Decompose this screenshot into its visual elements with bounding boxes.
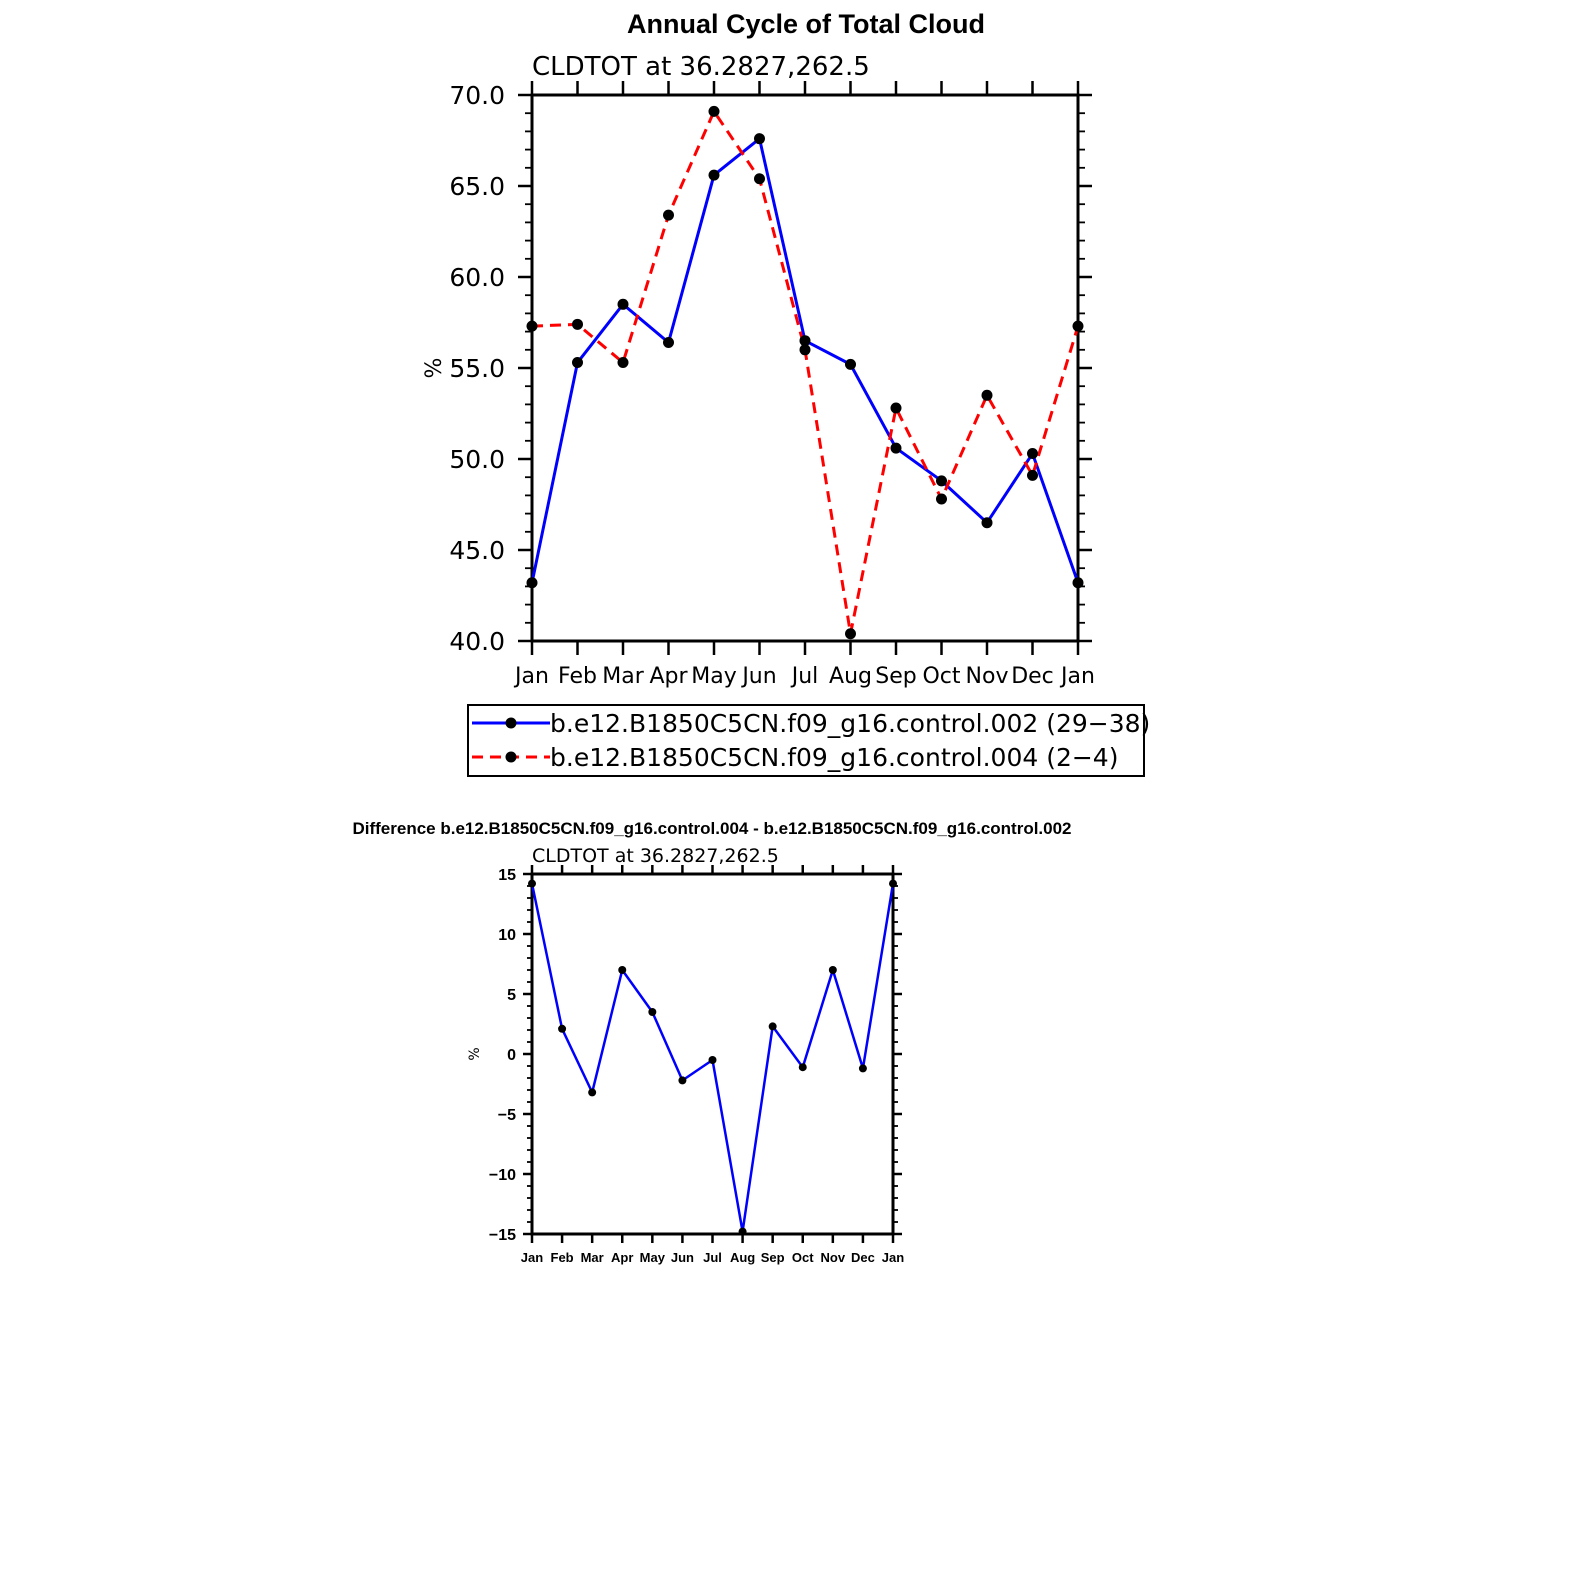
x-tick-label: Mar: [602, 664, 644, 689]
x-tick-label: Dec: [1011, 664, 1054, 689]
series-1-point: [572, 357, 583, 368]
x-tick-label: Jan: [520, 1250, 544, 1265]
series-1-point: [588, 1088, 596, 1096]
series-1-point: [527, 577, 538, 588]
x-tick-label: May: [691, 664, 737, 689]
x-tick-label: Jun: [670, 1250, 694, 1265]
x-tick-label: Jul: [791, 664, 819, 689]
y-tick-label: 55.0: [449, 354, 505, 383]
series-2-point: [572, 319, 583, 330]
series-1-point: [845, 359, 856, 370]
chart-title: Annual Cycle of Total Cloud: [626, 9, 986, 39]
x-tick-label: Jan: [515, 664, 549, 689]
series-1-point: [799, 1063, 807, 1071]
series-2-point: [1027, 470, 1038, 481]
series-1-point: [769, 1022, 777, 1030]
series-2-point: [891, 403, 902, 414]
y-tick-label: −15: [488, 1226, 516, 1244]
y-tick-label: 50.0: [449, 445, 505, 474]
x-tick-label: Jun: [742, 664, 777, 689]
difference-chart: [352, 819, 1071, 1265]
x-tick-label: Apr: [611, 1250, 634, 1265]
x-tick-label: Oct: [922, 664, 961, 689]
y-tick-label: 15: [498, 866, 516, 884]
y-tick-label: 10: [498, 926, 516, 944]
y-tick-label: 0: [507, 1046, 516, 1064]
series-2-point: [663, 210, 674, 221]
series-1-point: [1027, 448, 1038, 459]
series-1-point: [618, 966, 626, 974]
series-1-point: [709, 170, 720, 181]
series-1-point: [678, 1076, 686, 1084]
x-tick-label: Dec: [850, 1250, 875, 1265]
legend-label-series-1: b.e12.B1850C5CN.f09_g16.control.002 (29−38): [550, 709, 1151, 738]
x-tick-label: Sep: [760, 1250, 785, 1265]
series-1-point: [528, 880, 536, 888]
y-tick-label: 40.0: [449, 627, 505, 656]
series-1-point: [889, 880, 897, 888]
series-1-point: [558, 1025, 566, 1033]
y-tick-label: 5: [507, 986, 516, 1004]
x-tick-label: Aug: [829, 664, 872, 689]
series-line-2: [532, 111, 1078, 633]
series-2-point: [800, 344, 811, 355]
x-tick-label: Oct: [791, 1250, 814, 1265]
legend-swatch-marker-series-2: [506, 752, 517, 763]
x-tick-label: Jan: [881, 1250, 905, 1265]
series-1-point: [618, 299, 629, 310]
y-tick-label: 45.0: [449, 536, 505, 565]
y-tick-label: −10: [488, 1166, 516, 1184]
x-tick-label: Feb: [558, 664, 597, 689]
series-2-point: [709, 106, 720, 117]
series-2-point: [618, 357, 629, 368]
legend-label-series-2: b.e12.B1850C5CN.f09_g16.control.004 (2−4): [550, 743, 1119, 772]
x-tick-label: Aug: [729, 1250, 756, 1265]
series-1-point: [754, 133, 765, 144]
series-1-point: [739, 1228, 747, 1236]
legend: [468, 705, 1150, 776]
difference-chart-title: Difference b.e12.B1850C5CN.f09_g16.control.004 - b.e12.B1850C5CN.f09_g16.control.002: [352, 819, 1072, 838]
plot-frame: [532, 95, 1078, 641]
series-2-point: [527, 321, 538, 332]
y-axis-label: %: [422, 357, 447, 379]
x-tick-label: Nov: [820, 1250, 846, 1265]
series-2-point: [754, 173, 765, 184]
legend-item-series-2: [472, 743, 1118, 772]
series-1-point: [663, 337, 674, 348]
x-tick-label: May: [639, 1250, 665, 1265]
y-tick-label: 70.0: [449, 81, 505, 110]
x-tick-label: Mar: [580, 1250, 604, 1265]
series-1-point: [936, 475, 947, 486]
x-tick-label: Apr: [649, 664, 688, 689]
series-line-1: [532, 139, 1078, 583]
annual-cycle-chart: [422, 9, 1095, 689]
series-1-point: [1073, 577, 1084, 588]
series-2-point: [845, 628, 856, 639]
series-1-point: [982, 517, 993, 528]
series-1-point: [648, 1008, 656, 1016]
legend-item-series-1: [472, 709, 1150, 738]
y-tick-label: 65.0: [449, 172, 505, 201]
difference-y-axis-label: %: [467, 1047, 483, 1061]
series-2-point: [936, 494, 947, 505]
difference-chart-subtitle: CLDTOT at 36.2827,262.5: [532, 845, 779, 867]
chart-subtitle: CLDTOT at 36.2827,262.5: [532, 52, 870, 82]
difference-plot-frame: [532, 874, 893, 1234]
series-1-point: [891, 443, 902, 454]
x-tick-label: Jan: [1061, 664, 1095, 689]
series-2-point: [982, 390, 993, 401]
series-1-point: [709, 1056, 717, 1064]
x-tick-label: Jul: [703, 1250, 722, 1265]
x-tick-label: Feb: [550, 1250, 574, 1265]
x-tick-label: Nov: [965, 664, 1009, 689]
y-tick-label: 60.0: [449, 263, 505, 292]
series-1-point: [829, 966, 837, 974]
y-tick-label: −5: [497, 1106, 516, 1124]
x-tick-label: Sep: [875, 664, 917, 689]
series-1-point: [859, 1064, 867, 1072]
series-2-point: [1073, 321, 1084, 332]
legend-swatch-marker-series-1: [506, 718, 517, 729]
